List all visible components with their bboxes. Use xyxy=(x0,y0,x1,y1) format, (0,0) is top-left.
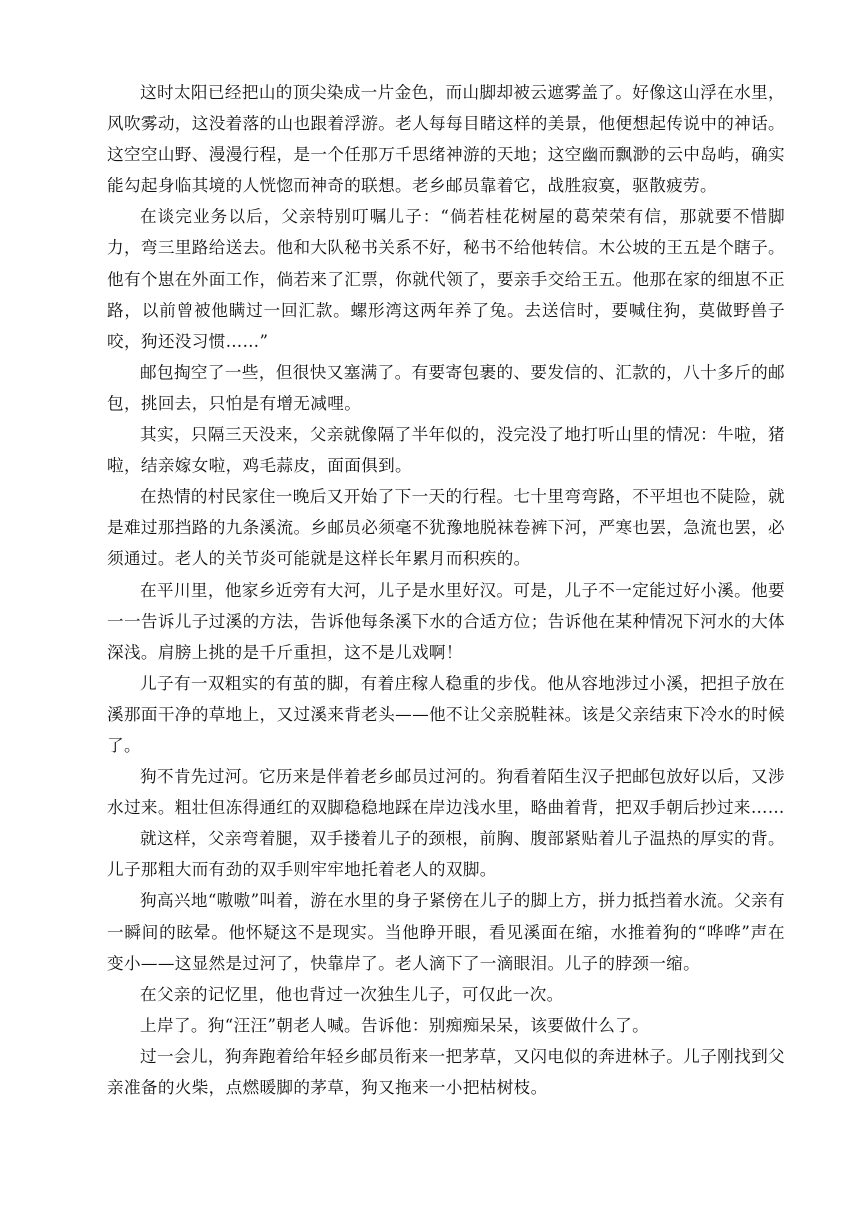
article-body xyxy=(107,77,785,1103)
paragraph-6: 在平川里，他家乡近旁有大河，儿子是水里好汉。可是，儿子不一定能过好小溪。他要一一告诉儿子过溪的方法，告诉他每条溪下水的合适方位；告诉他在某种情况下河水的大体深浅。肩膀上挑的是千斤重担，这不是儿戏啊！ xyxy=(107,580,785,662)
paragraph-8: 狗不肯先过河。它历来是伴着老乡邮员过河的。狗看着陌生汉子把邮包放好以后，又涉水过来。粗壮但冻得通红的双脚稳稳地踩在岸边浅水里，略曲着背，把双手朝后抄过来…… xyxy=(107,767,785,818)
paragraph-13: 过一会儿，狗奔跑着给年轻乡邮员衔来一把茅草，又闪电似的奔进林子。儿子刚找到父亲准备的火柴，点燃暖脚的茅草，狗又拖来一小把枯树枝。 xyxy=(107,1046,785,1097)
paragraph-9: 就这样，父亲弯着腿，双手搂着儿子的颈根，前胸、腹部紧贴着儿子温热的厚实的背。儿子那粗大而有劲的双手则牢牢地托着老人的双脚。 xyxy=(107,829,785,880)
paragraph-4: 其实，只隔三天没来，父亲就像隔了半年似的，没完没了地打听山里的情况：牛啦，猪啦，结亲嫁女啦，鸡毛蒜皮，面面俱到。 xyxy=(107,425,785,476)
paragraph-7: 儿子有一双粗实的有茧的脚，有着庄稼人稳重的步伐。他从容地涉过小溪，把担子放在溪那面干净的草地上，又过溪来背老头——他不让父亲脱鞋袜。该是父亲结束下冷水的时候了。 xyxy=(107,673,785,755)
paragraph-12: 上岸了。狗“汪汪”朝老人喊。告诉他：别痴痴呆呆，该要做什么了。 xyxy=(140,1015,650,1035)
paragraph-5: 在热情的村民家住一晚后又开始了下一天的行程。七十里弯弯路，不平坦也不陡险，就是难过那挡路的九条溪流。乡邮员必须毫不犹豫地脱袜卷裤下河，严寒也罢，急流也罢，必须通过。老人的关节炎可能就是这样长年累月而积疾的。 xyxy=(107,487,785,569)
paragraph-1: 这时太阳已经把山的顶尖染成一片金色，而山脚却被云遮雾盖了。好像这山浮在水里，风吹雾动，这没着落的山也跟着浮游。老人每每目睹这样的美景，他便想起传说中的神话。这空空山野、漫漫行程，是一个任那万千思绪神游的天地；这空幽而飘渺的云中岛屿，确实能勾起身临其境的人恍惚而神奇的联想。老乡邮员靠着它，战胜寂寞，驱散疲劳。 xyxy=(107,83,785,196)
paragraph-3: 邮包掏空了一些，但很快又塞满了。有要寄包裹的、要发信的、汇款的，八十多斤的邮包，挑回去，只怕是有增无减哩。 xyxy=(107,362,785,413)
paragraph-11: 在父亲的记忆里，他也背过一次独生儿子，可仅此一次。 xyxy=(140,984,564,1004)
paragraph-10: 狗高兴地“嗷嗷”叫着，游在水里的身子紧傍在儿子的脚上方，拼力抵挡着水流。父亲有一瞬间的眩晕。他怀疑这不是现实。当他睁开眼，看见溪面在缩，水推着狗的“哗哗”声在变小——这显然是过河了，快靠岸了。老人滴下了一滴眼泪。儿子的脖颈一缩。 xyxy=(107,891,785,973)
paragraph-2: 在谈完业务以后，父亲特别叮嘱儿子：“倘若桂花树屋的葛荣荣有信，那就要不惜脚力，弯三里路给送去。他和大队秘书关系不好，秘书不给他转信。木公坡的王五是个瞎子。他有个崽在外面工作，倘若来了汇票，你就代领了，要亲手交给王五。他那在家的细崽不正路，以前曾被他瞒过一回汇款。螺形湾这两年养了兔。去送信时，要喊住狗，莫做野兽子咬，狗还没习惯……” xyxy=(107,207,785,351)
